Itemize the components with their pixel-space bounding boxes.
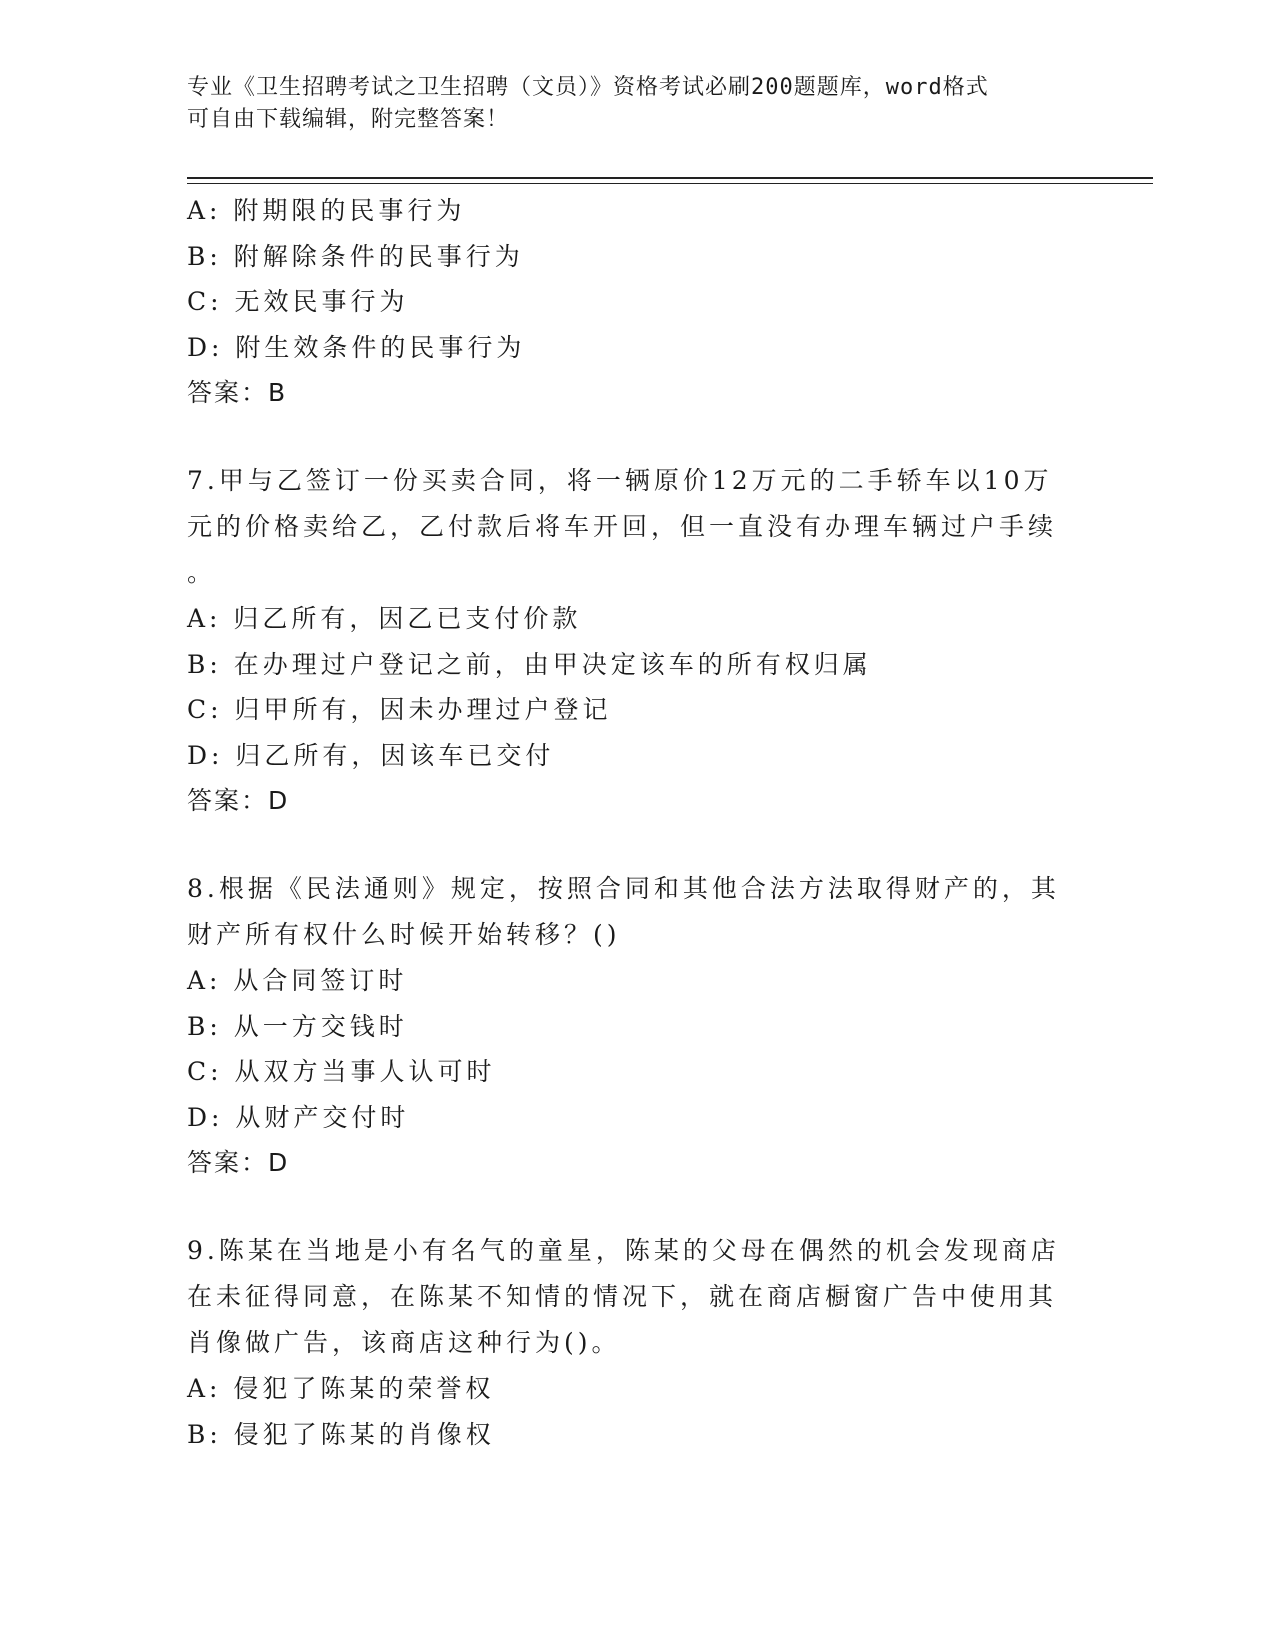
option-a: A: 从合同签订时 (187, 966, 408, 995)
question-stem-line: 肖像做广告，该商店这种行为()。 (187, 1328, 621, 1357)
option-a: A: 归乙所有，因乙已支付价款 (187, 604, 582, 633)
option-c: C: 归甲所有，因未办理过户登记 (187, 695, 612, 724)
option-a: A: 侵犯了陈某的荣誉权 (187, 1374, 495, 1403)
answer-line: 答案：D (187, 1148, 290, 1177)
question-stem-line: 9.陈某在当地是小有名气的童星，陈某的父母在偶然的机会发现商店 (187, 1236, 1060, 1265)
header-title-line-1: 专业《卫生招聘考试之卫生招聘（文员）》资格考试必刷200题题库，word格式 (187, 75, 989, 100)
question-8 (187, 866, 1087, 1186)
option-c: C: 无效民事行为 (187, 287, 409, 316)
question-stem-line: 在未征得同意，在陈某不知情的情况下，就在商店橱窗广告中使用其 (187, 1282, 1058, 1311)
option-b: B: 从一方交钱时 (187, 1011, 408, 1041)
option-c: C: 从双方当事人认可时 (187, 1057, 496, 1086)
question-stem-line: 8.根据《民法通则》规定，按照合同和其他合法方法取得财产的，其 (187, 874, 1060, 903)
answer-line: 答案：B (187, 378, 288, 407)
option-b: B: 附解除条件的民事行为 (187, 241, 524, 271)
spacer (187, 824, 1087, 866)
answer-line: 答案：D (187, 786, 290, 815)
question-6 (187, 188, 1087, 416)
document-header (187, 72, 1067, 136)
option-a: A: 附期限的民事行为 (187, 196, 466, 225)
option-d: D: 附生效条件的民事行为 (187, 332, 526, 362)
question-stem-line: 元的价格卖给乙，乙付款后将车开回，但一直没有办理车辆过户手续 (187, 512, 1058, 541)
header-title-line-2: 可自由下载编辑，附完整答案！ (187, 107, 510, 132)
question-stem-line: 财产所有权什么时候开始转移？() (187, 920, 621, 949)
spacer (187, 416, 1087, 458)
option-b: B: 侵犯了陈某的肖像权 (187, 1419, 495, 1449)
question-stem-line: 7.甲与乙签订一份买卖合同，将一辆原价12万元的二手轿车以10万 (187, 466, 1053, 495)
header-rule-thin (187, 183, 1153, 184)
question-7 (187, 458, 1087, 824)
option-d: D: 归乙所有，因该车已交付 (187, 740, 555, 770)
question-stem-line: 。 (187, 558, 217, 587)
question-content (187, 188, 1087, 1457)
header-rule-thick (187, 177, 1153, 179)
option-d: D: 从财产交付时 (187, 1102, 410, 1132)
question-9 (187, 1228, 1087, 1457)
spacer (187, 1186, 1087, 1228)
option-b: B: 在办理过户登记之前，由甲决定该车的所有权归属 (187, 649, 872, 679)
